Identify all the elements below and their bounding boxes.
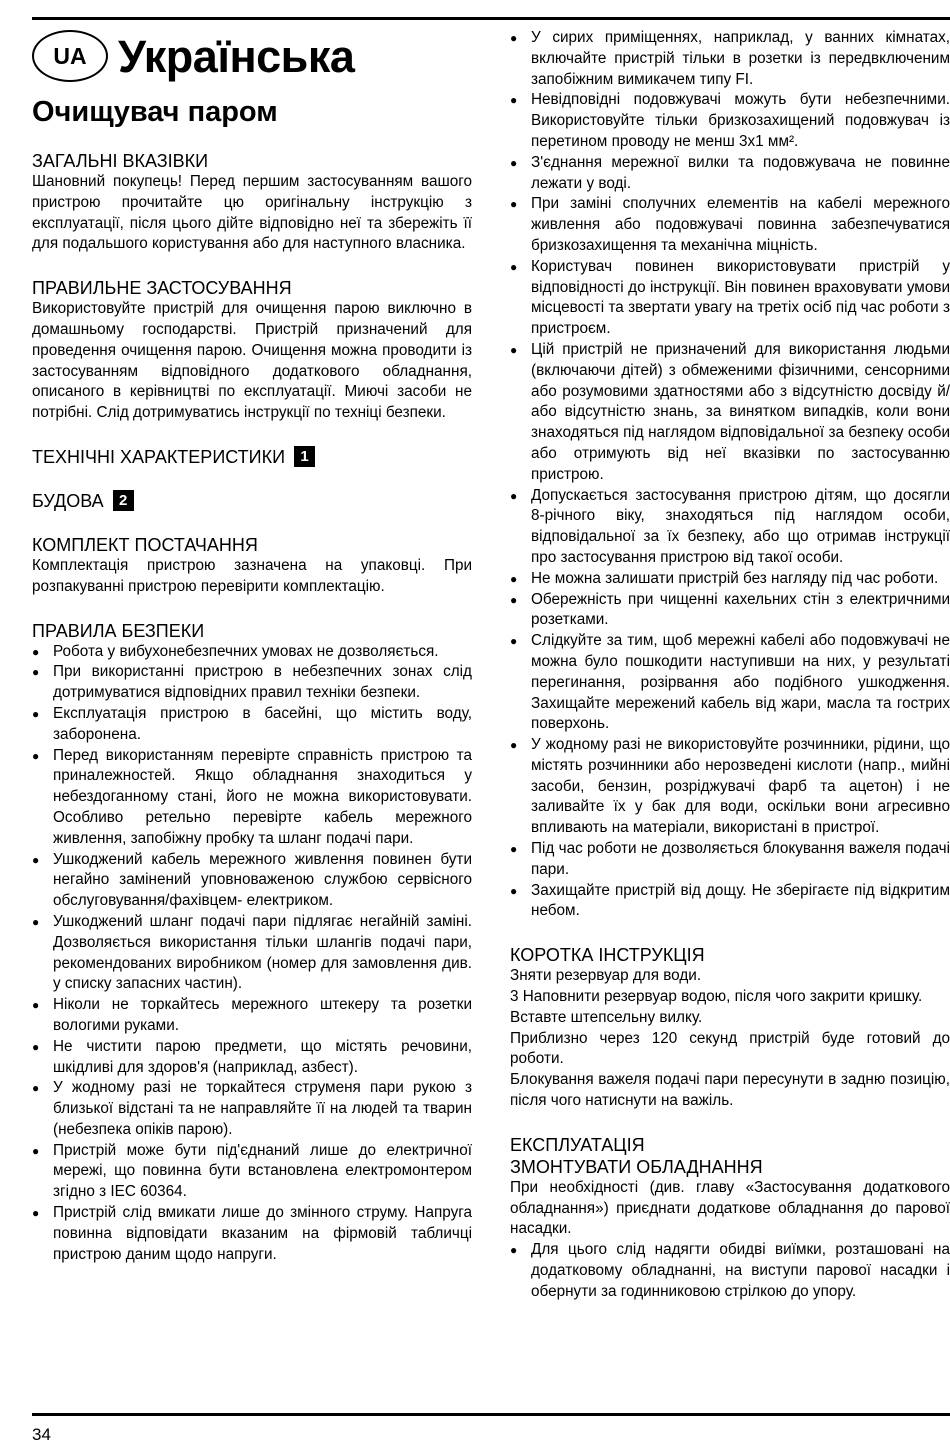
list-item: ● Не можна залишати пристрій без нагляду під час роботи. bbox=[510, 569, 950, 590]
general-heading: ЗАГАЛЬНІ ВКАЗІВКИ bbox=[32, 151, 209, 171]
specs-heading bbox=[32, 446, 472, 468]
list-item: ● Слідкуйте за тим, щоб мережні кабелі або подовжувачі не можна було пошкодити наступивши на них, у результаті перегинання, розірвання або подібного ушкодження. Захищайте мережений кабель від жари, масла та гострих поверхонь. bbox=[510, 631, 950, 735]
quick-guide-line: Блокування важеля подачі пари пересунути в задню позицію, після чого натиснути на важіль. bbox=[510, 1071, 950, 1110]
delivery-heading: КОМПЛЕКТ ПОСТАЧАННЯ bbox=[32, 534, 258, 555]
general-text: Шановний покупець! Перед першим застосуванням вашого пристрою прочитайте цю оригінальну інструкцію з експлуатації, після цього дійте відповідно неї та збережіть її для подальшого користування або для наступного власника. bbox=[32, 173, 472, 253]
specs-figure-number: 1 bbox=[294, 446, 315, 467]
list-item: ● Ніколи не торкайтесь мережного штекеру та розетки вологими руками. bbox=[32, 995, 472, 1037]
operation-heading: ЕКСПЛУАТАЦІЯ bbox=[510, 1134, 645, 1155]
list-item: ● Невідповідні подовжувачі можуть бути небезпечними. Використовуйте тільки бризкозахищений подовжувач із перетином проводу не менш 3x1 мм². bbox=[510, 90, 950, 152]
mount-text: При необхідності (див. главу «Застосування додаткового обладнання») приєднати додаткове обладнання до парової насадки. bbox=[510, 1178, 950, 1238]
list-item: ● Перед використанням перевірте справність пристрою та приналежностей. Якщо обладнання знаходиться у небездоганному стані, його не можна використовувати. Особливо ретельно перевірте кабель мережного живлення, запобіжну пробку та шланг подачі пари. bbox=[32, 746, 472, 850]
quick-guide-line: Приблизно через 120 секунд пристрій буде готовий до роботи. bbox=[510, 1029, 950, 1068]
quick-guide-line: Зняти резервуар для води. bbox=[510, 967, 702, 985]
mount-heading: ЗМОНТУВАТИ ОБЛАДНАННЯ bbox=[510, 1156, 763, 1177]
list-item: ● При використанні пристрою в небезпечних зонах слід дотримуватися відповідних правил техніки безпеки. bbox=[32, 662, 472, 704]
language-code-badge: UA bbox=[32, 30, 108, 82]
safety-list-right bbox=[510, 28, 950, 922]
mount-list bbox=[510, 1240, 950, 1302]
list-item: ● Для цього слід надягти обидві виїмки, розташовані на додатковому обладнанні, на виступи парової насадки і обернути за годинниковою стрілкою до упору. bbox=[510, 1240, 950, 1302]
list-item: ● Експлуатація пристрою в басейні, що містить воду, заборонена. bbox=[32, 704, 472, 746]
quick-guide-heading: КОРОТКА ІНСТРУКЦІЯ bbox=[510, 945, 705, 966]
build-heading-label: БУДОВА bbox=[32, 490, 104, 511]
right-column bbox=[510, 28, 950, 1303]
list-item: ● Допускається застосування пристрою дітям, що досягли 8-річного віку, знаходяться під наглядом особи, відповідальної за їх безпеку, або що отримав інструкції про застосування пристрою від такої особи. bbox=[510, 486, 950, 569]
list-item: ● Під час роботи не дозволяється блокування важеля подачі пари. bbox=[510, 839, 950, 881]
quick-guide-line: Вставте штепсельну вилку. bbox=[510, 1008, 703, 1026]
list-item: ● Робота у вибухонебезпечних умовах не дозволяється. bbox=[32, 642, 472, 663]
list-item: ● Цій пристрій не призначений для використання людьми (включаючи дітей) з обмеженими фізичними, сенсорними або розумовими здатностями або з відсутністю досвіду й/або відсутністю знань, за винятком випадків, коли вони знаходяться під наглядом відповідальної за безпеку особи або отримують від неї вказівки по застосуванню пристрою. bbox=[510, 340, 950, 486]
list-item: ● З'єднання мережної вилки та подовжувача не повинне лежати у воді. bbox=[510, 153, 950, 195]
specs-heading-label: ТЕХНІЧНІ ХАРАКТЕРИСТИКИ bbox=[32, 446, 286, 467]
delivery-text: Комплектація пристрою зазначена на упаковці. При розпакуванні пристрою перевірити комплектацію. bbox=[32, 556, 472, 595]
list-item: ● Ушкоджений шланг подачі пари підлягає негайній заміні. Дозволяється використання тільки шлангів подачі пари, рекомендованих виробником (номер для замовлення див. у списку запасних частин). bbox=[32, 912, 472, 995]
bottom-rule bbox=[32, 1413, 950, 1416]
quick-guide-line: 3 Наповнити резервуар водою, після чого закрити кришку. bbox=[510, 988, 923, 1006]
list-item: ● У жодному разі не торкайтеся струменя пари рукою з близької відстані та не направляйте її на людей та тварин (небезпека опіків парою). bbox=[32, 1078, 472, 1140]
list-item: ● Не чистити парою предмети, що містять речовини, шкідливі для здоров'я (наприклад, азбест). bbox=[32, 1037, 472, 1079]
list-item: ● Користувач повинен використовувати пристрій у відповідності до інструкції. Він повинен враховувати умови місцевості та звертати увагу на третіх осіб під час роботи з пристроєм. bbox=[510, 257, 950, 340]
usage-text: Використовуйте пристрій для очищення парою виключно в домашньому господарстві. Пристрій призначений для проведення очищення парою. Очищення можна проводити із застосуванням відповідного додаткового обладнання, описаного в керівництві по експлуатації. Миючі засоби не потрібні. Слід дотримуватись інструкції по техніці безпеки. bbox=[32, 300, 472, 422]
language-title: Українська bbox=[118, 30, 355, 82]
safety-heading: ПРАВИЛА БЕЗПЕКИ bbox=[32, 620, 205, 641]
list-item: ● Пристрій слід вмикати лише до змінного струму. Напруга повинна відповідати вказаним на фірмовій табличці пристрою даним щодо напруги. bbox=[32, 1203, 472, 1265]
top-rule bbox=[32, 17, 950, 20]
list-item: ● При заміні сполучних елементів на кабелі мережного живлення або подовжувачі повинна забезпечуватися бризкозахищення та механічна міцність. bbox=[510, 194, 950, 256]
language-header bbox=[32, 30, 354, 82]
safety-list-left bbox=[32, 642, 472, 1266]
list-item: ● Пристрій може бути під'єднаний лише до електричної мережі, що повинна бути встановлена електромонтером згідно з IEC 60364. bbox=[32, 1141, 472, 1203]
list-item: ● Захищайте пристрій від дощу. Не зберігаєте під відкритим небом. bbox=[510, 881, 950, 923]
list-item: ● Обережність при чищенні кахельних стін з електричними розетками. bbox=[510, 590, 950, 632]
build-figure-number: 2 bbox=[113, 490, 134, 511]
list-item: ● У сирих приміщеннях, наприклад, у ванних кімнатах, включайте пристрій тільки в розетки із передвключеним запобіжним вимикачем типу FI. bbox=[510, 28, 950, 90]
document-title: Очищувач паром bbox=[32, 96, 278, 128]
list-item: ● У жодному разі не використовуйте розчинники, рідини, що містять розчинники або нерозведені кислоти (напр., мийні засоби, бензин, розріджувачі фарб та ацетон) і не заливайте їх у бак для води, оскільки вони агресивно впливають на матеріали, використані в пристрої. bbox=[510, 735, 950, 839]
usage-heading: ПРАВИЛЬНЕ ЗАСТОСУВАННЯ bbox=[32, 278, 292, 299]
page-number: 34 bbox=[32, 1425, 51, 1444]
build-heading bbox=[32, 490, 472, 512]
left-column bbox=[32, 150, 472, 1265]
list-item: ● Ушкоджений кабель мережного живлення повинен бути негайно замінений уповноваженою службою сервісного обслуговування/фахівцем- електриком. bbox=[32, 850, 472, 912]
